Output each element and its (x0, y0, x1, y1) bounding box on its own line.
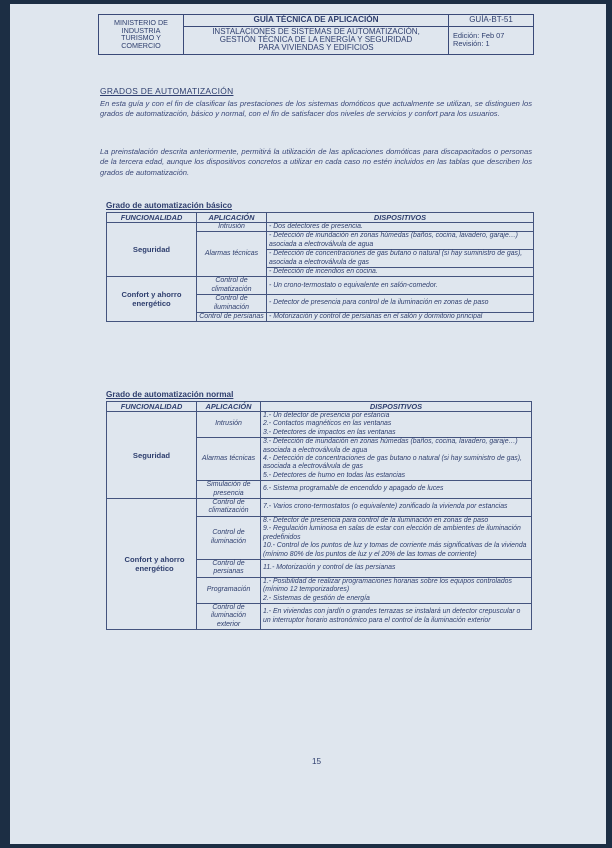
application-cell: Control de climatización (197, 499, 261, 517)
devices-cell: 1.- Posibilidad de realizar programaciones horarias sobre los equipos controlados (mínimo 12 temporizadores) 2.- Sistemas de gestión de energía (261, 577, 532, 603)
normal-level-title: Grado de automatización normal (106, 390, 234, 399)
application-cell: Simulación de presencia (197, 481, 261, 499)
guide-code: GUÍA-BT-51 (449, 15, 534, 27)
table-row (107, 223, 534, 232)
column-header: DISPOSITIVOS (261, 402, 532, 412)
devices-cell: 3.- Detección de inundación en zonas húmedas (baños, cocina, lavadero, garaje…) asociada a electroválvula de agua 4.- Detección de concentraciones de gas butano o natural (si hay suministro de gas), asociada a electroválvula de gas 5.- Detectores de humo en todas las estancias (261, 438, 532, 481)
table-row (107, 277, 534, 295)
document-header-table (98, 14, 534, 55)
edition-info: Edición: Feb 07 Revisión: 1 (449, 26, 534, 54)
column-header: DISPOSITIVOS (267, 213, 534, 223)
application-cell: Control de persianas (197, 559, 261, 577)
application-cell: Control de climatización (197, 277, 267, 295)
application-cell: Alarmas técnicas (197, 232, 267, 277)
table-header-row (107, 213, 534, 223)
devices-cell: - Detector de presencia para control de la iluminación en zonas de paso (267, 295, 534, 313)
functionality-cell: Seguridad (107, 412, 197, 499)
devices-cell: - Motorización y control de persianas en el salón y dormitorio principal (267, 313, 534, 322)
basic-automation-table (106, 212, 534, 322)
guide-title: GUÍA TÉCNICA DE APLICACIÓN (184, 15, 449, 27)
functionality-cell: Confort y ahorro energético (107, 277, 197, 322)
application-cell: Control de iluminación (197, 295, 267, 313)
column-header: APLICACIÓN (197, 402, 261, 412)
devices-cell: 8.- Detector de presencia para control de la iluminación en zonas de paso 9.- Regulación luminosa en salas de estar con elección de ambientes de iluminación predefinidos 10.- Control de los puntos de luz y tomas de corriente más significativas de la vivienda (mínimo 80% de los puntos de luz y el 20% de las tomas de corriente) (261, 516, 532, 559)
table-row (107, 499, 532, 517)
devices-cell: 1.- Un detector de presencia por estancia 2.- Contactos magnéticos en las ventanas 3.- Detectores de impactos en las ventanas (261, 412, 532, 438)
table-header-row (107, 402, 532, 412)
application-cell: Intrusión (197, 412, 261, 438)
column-header: FUNCIONALIDAD (107, 402, 197, 412)
devices-cell: - Detección de incendios en cocina. (267, 268, 534, 277)
devices-cell: - Un crono-termostato o equivalente en salón-comedor. (267, 277, 534, 295)
section-heading: GRADOS DE AUTOMATIZACIÓN (100, 86, 234, 96)
application-cell: Control de persianas (197, 313, 267, 322)
devices-cell: - Dos detectores de presencia. (267, 223, 534, 232)
table-row (107, 412, 532, 438)
devices-cell: - Detección de inundación en zonas húmedas (baños, cocina, lavadero, garaje…) asociada a electroválvula de agua (267, 232, 534, 250)
application-cell: Control de iluminación (197, 516, 261, 559)
intro-paragraph: En esta guía y con el fin de clasificar las prestaciones de los sistemas domóticos que actualmente se utilizan, se distinguen los grados de automatización, básico y normal, con el fin de satisfacer dos niveles de servicios y confort para los usuarios. (100, 99, 532, 119)
functionality-cell: Confort y ahorro energético (107, 499, 197, 630)
ministry-name: MINISTERIO DE INDUSTRIA TURISMO Y COMERCIO (99, 15, 184, 55)
devices-cell: - Detección de concentraciones de gas butano o natural (si hay suministro de gas), asociada a electroválvula de gas (267, 250, 534, 268)
application-cell: Intrusión (197, 223, 267, 232)
document-title: INSTALACIONES DE SISTEMAS DE AUTOMATIZACIÓN, GESTIÓN TÉCNICA DE LA ENERGÍA Y SEGURIDAD PARA VIVIENDAS Y EDIFICIOS (184, 26, 449, 54)
normal-automation-table (106, 401, 532, 630)
devices-cell: 6.- Sistema programable de encendido y apagado de luces (261, 481, 532, 499)
basic-level-title: Grado de automatización básico (106, 201, 233, 210)
page-number: 15 (312, 757, 322, 766)
devices-cell: 1.- En viviendas con jardín o grandes terrazas se instalará un detector crepuscular o un interruptor horario astronómico para el control de la iluminación exterior (261, 603, 532, 629)
column-header: FUNCIONALIDAD (107, 213, 197, 223)
application-cell: Programación (197, 577, 261, 603)
document-page (10, 4, 606, 844)
column-header: APLICACIÓN (197, 213, 267, 223)
devices-cell: 11.- Motorización y control de las persianas (261, 559, 532, 577)
functionality-cell: Seguridad (107, 223, 197, 277)
preinstallation-paragraph: La preinstalación descrita anteriormente, permitirá la utilización de las aplicaciones domóticas para discapacitados o personas de la tercera edad, aunque los dispositivos concretos a utilizar en cada caso no estén incluidos en las tablas que describen los grados de automatización. (100, 147, 532, 177)
application-cell: Alarmas técnicas (197, 438, 261, 481)
devices-cell: 7.- Varios crono-termostatos (o equivalente) zonificado la vivienda por estancias (261, 499, 532, 517)
application-cell: Control de iluminación exterior (197, 603, 261, 629)
